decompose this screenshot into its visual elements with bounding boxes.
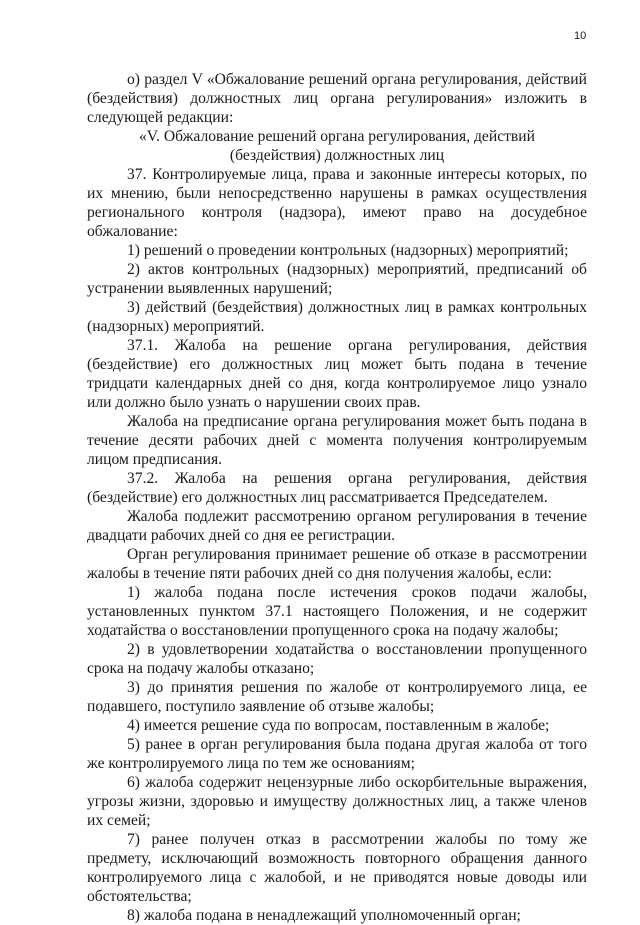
refusal-item-4: 4) имеется решение суда по вопросам, поставленным в жалобе; (127, 717, 550, 734)
refusal-item-1: 1) жалоба подана после истечения сроков подачи жалобы, установленных пунктом 37.1 настоящего Положения, и не содержит ходатайства о восстановлении пропущенного срока на подачу жалобы; (87, 584, 587, 639)
list-item-1: 1) решений о проведении контрольных (надзорных) мероприятий; (127, 242, 569, 259)
refusal-item-6: 6) жалоба содержит нецензурные либо оскорбительные выражения, угрозы жизни, здоровью и имуществу должностных лиц, а также членов их семей; (87, 774, 587, 829)
refusal-item-7: 7) ранее получен отказ в рассмотрении жалобы по тому же предмету, исключающий возможность повторного обращения данного контролируемого лица с жалобой, и не приводятся новые доводы или обстоятельства; (87, 831, 587, 905)
paragraph-refusal-grounds: Орган регулирования принимает решение об отказе в рассмотрении жалобы в течение пяти рабочих дней со дня получения жалобы, если: (87, 546, 587, 582)
intro-paragraph: о) раздел V «Обжалование решений органа регулирования, действий (бездействия) должностных лиц органа регулирования» изложить в следующей редакции: (87, 71, 587, 126)
page-number: 10 (574, 30, 587, 42)
list-item-2: 2) актов контрольных (надзорных) мероприятий, предписаний об устранении выявленных нарушений; (87, 261, 587, 297)
refusal-item-2: 2) в удовлетворении ходатайства о восстановлении пропущенного срока на подачу жалобы отказано; (87, 641, 587, 677)
refusal-item-5: 5) ранее в орган регулирования была подана другая жалоба от того же контролируемого лица по тем же основаниям; (87, 736, 587, 772)
document-body (87, 70, 587, 925)
section-title-line-1: «V. Обжалование решений органа регулирования, действий (139, 128, 535, 145)
paragraph-37-1: 37.1. Жалоба на решение органа регулирования, действия (бездействие) его должностных лиц может быть подана в течение тридцати календарных дней со дня, когда контролируемое лицо узнало или должно было узнать о нарушении своих прав. (87, 337, 587, 411)
paragraph-37-2: 37.2. Жалоба на решения органа регулирования, действия (бездействие) его должностных лиц рассматривается Председателем. (87, 470, 587, 506)
list-item-3: 3) действий (бездействия) должностных лиц в рамках контрольных (надзорных) мероприятий. (87, 299, 587, 335)
refusal-item-3: 3) до принятия решения по жалобе от контролируемого лица, ее подавшего, поступило заявление об отзыве жалобы; (87, 679, 587, 715)
section-title-line-2: (бездействия) должностных лиц (229, 147, 445, 164)
paragraph-prescription-complaint: Жалоба на предписание органа регулирования может быть подана в течение десяти рабочих дней с момента получения контролируемым лицом предписания. (87, 413, 587, 468)
paragraph-review-period: Жалоба подлежит рассмотрению органом регулирования в течение двадцати рабочих дней со дня ее регистрации. (87, 508, 587, 544)
refusal-item-8: 8) жалоба подана в ненадлежащий уполномоченный орган; (127, 907, 521, 924)
paragraph-37: 37. Контролируемые лица, права и законные интересы которых, по их мнению, были непосредственно нарушены в рамках осуществления регионального контроля (надзора), имеют право на досудебное обжалование: (87, 166, 587, 240)
